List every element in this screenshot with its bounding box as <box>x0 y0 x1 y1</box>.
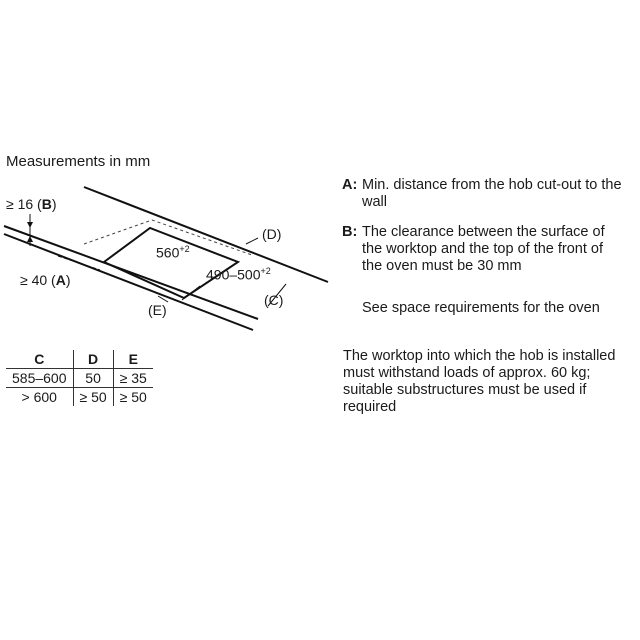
depth-label: $490-500^{+2}$ <box>206 266 271 283</box>
table-cell: 585–600 <box>6 369 73 388</box>
table-cell: > 600 <box>21 389 57 405</box>
table-cell: ≥ 50 <box>73 388 113 407</box>
c-label: (C) <box>264 292 284 308</box>
e-label: (E) <box>148 302 167 318</box>
table-header: C <box>6 350 73 369</box>
table-row <box>6 369 153 388</box>
legend-key: B: <box>342 224 358 240</box>
d-leader-line <box>246 238 258 244</box>
table-header-row <box>6 350 153 369</box>
b-arrow-down <box>27 222 33 228</box>
legend-item-b <box>342 224 624 275</box>
table-header: D <box>73 350 113 369</box>
table-row <box>6 388 153 407</box>
legend-item-a <box>342 177 624 211</box>
d-label: (D) <box>262 226 282 242</box>
oven-note: See space requirements for the oven <box>362 300 600 316</box>
table-cell: ≥ 50 <box>113 388 153 407</box>
a-label: ≥ 40 (A) <box>20 272 71 288</box>
clearance-table <box>6 350 153 406</box>
b-label: ≥ 16 (B) <box>6 196 57 212</box>
table-cell: 50 <box>73 369 113 388</box>
legend-key: A: <box>342 177 358 193</box>
legend-text: Min. distance from the hob cut-out to the wall <box>362 177 622 210</box>
width-label: $560^{+2}$ <box>156 244 190 261</box>
table-cell: ≥ 35 <box>113 369 153 388</box>
load-note: The worktop into which the hob is installed must withstand loads of approx. 60 kg; suitable substructures must be used if required <box>343 348 616 415</box>
legend-text: The clearance between the surface of the worktop and the top of the front of the oven must be 30 mm <box>362 224 605 274</box>
page-title: Measurements in mm <box>6 153 151 170</box>
table-header: E <box>113 350 153 369</box>
